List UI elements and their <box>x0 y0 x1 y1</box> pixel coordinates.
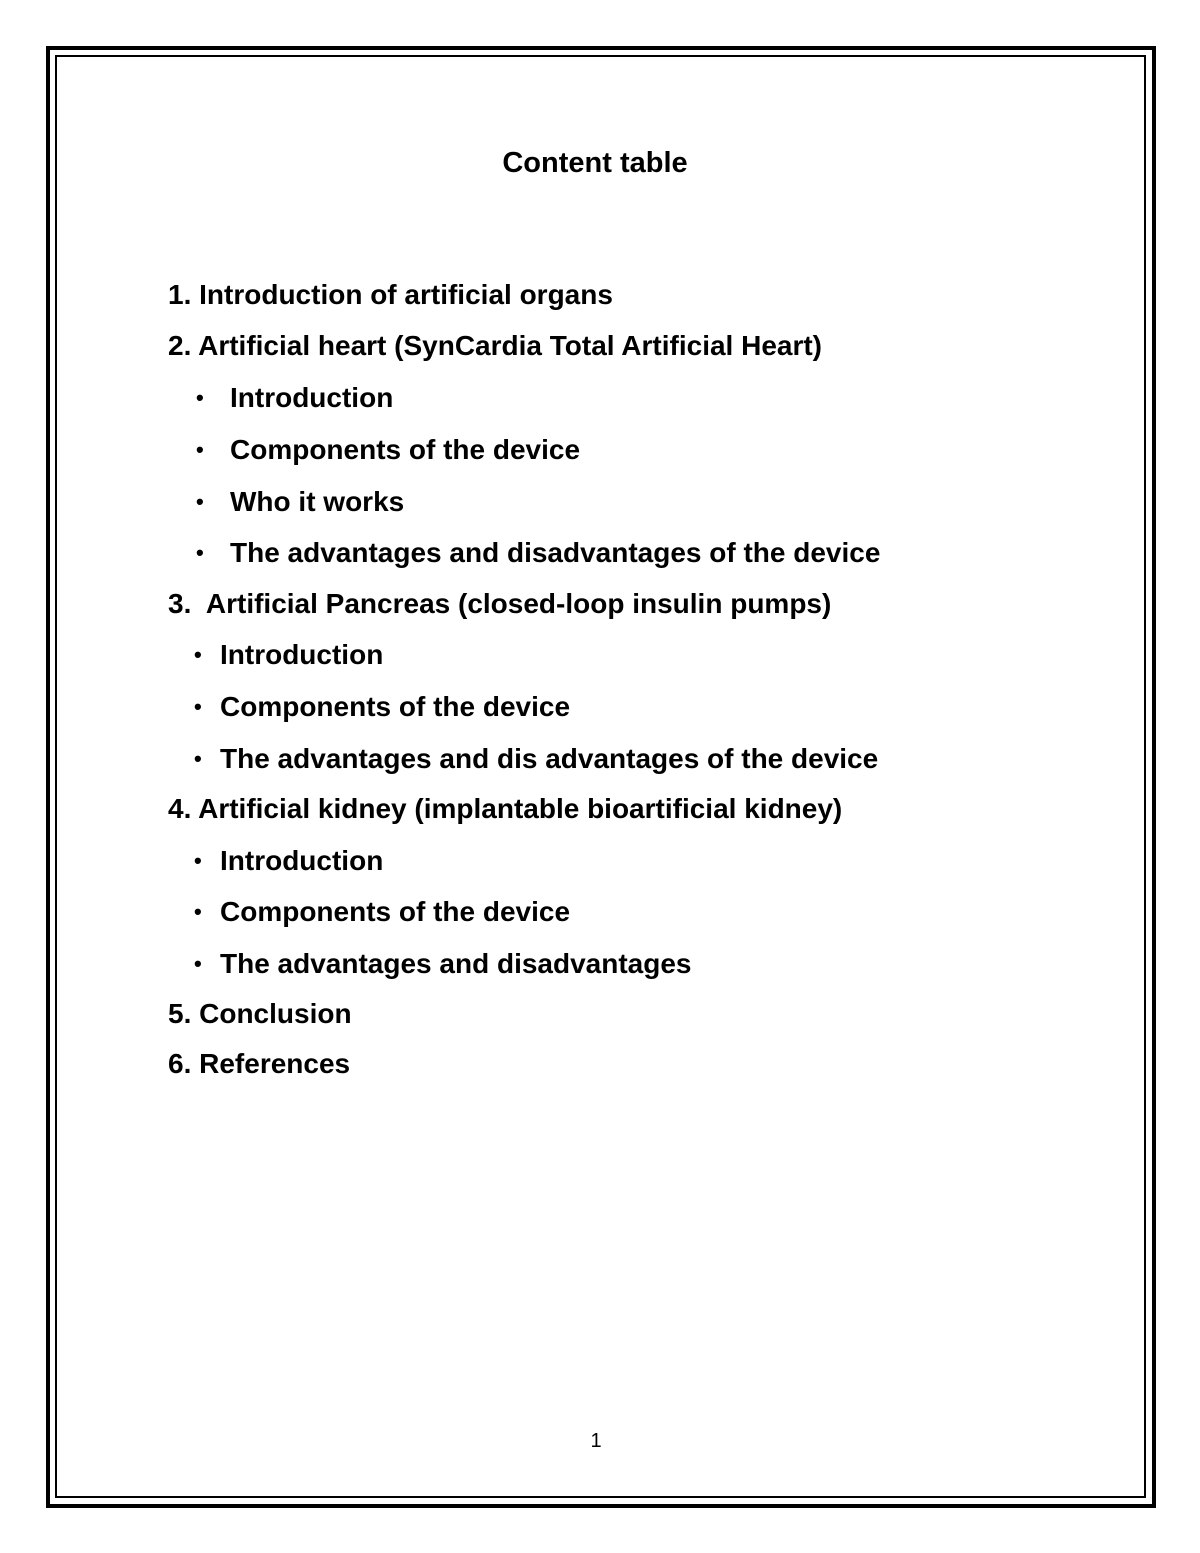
toc-subitem-text: The advantages and disadvantages of the device <box>230 537 881 568</box>
toc-subitem-text: Components of the device <box>230 434 581 465</box>
toc-subitem-text: Introduction <box>220 639 384 670</box>
toc-subitem <box>196 535 880 571</box>
bullet-icon: • <box>194 642 202 667</box>
bullet-icon: • <box>194 746 202 771</box>
bullet-icon: • <box>196 385 204 410</box>
toc-item-1-text: 1. Introduction of artificial organs <box>168 279 613 310</box>
toc-subitem <box>194 689 570 725</box>
bullet-icon: • <box>194 899 202 924</box>
bullet-icon: • <box>196 489 204 514</box>
toc-item-5 <box>168 996 352 1032</box>
bullet-icon: • <box>196 437 204 462</box>
toc-item-5-text: 5. Conclusion <box>168 998 352 1029</box>
bullet-icon: • <box>194 694 202 719</box>
page-title: Content table <box>502 147 688 179</box>
toc-subitem-text: Introduction <box>230 382 394 413</box>
bullet-icon: • <box>194 848 202 873</box>
toc-subitem <box>194 894 570 930</box>
toc-subitem <box>194 946 692 982</box>
toc-subitem-text: The advantages and disadvantages <box>220 948 692 979</box>
toc-subitem <box>194 741 878 777</box>
toc-item-4 <box>168 791 842 827</box>
toc-subitem <box>196 432 580 468</box>
toc-item-1 <box>168 277 613 313</box>
toc-subitem-text: Introduction <box>220 845 384 876</box>
toc-item-3-text: 3. Artificial Pancreas (closed-loop insulin pumps) <box>168 588 832 619</box>
toc-item-6 <box>168 1046 350 1082</box>
toc-item-3 <box>168 586 831 622</box>
bullet-icon: • <box>194 951 202 976</box>
toc-subitem <box>194 843 383 879</box>
toc-subitem-text: Who it works <box>230 486 405 517</box>
toc-subitem-text: Components of the device <box>220 896 571 927</box>
toc-subitem <box>196 484 404 520</box>
toc-item-2 <box>168 328 822 364</box>
toc-subitem-text: The advantages and dis advantages of the device <box>220 743 879 774</box>
toc-subitem <box>194 637 383 673</box>
toc-item-6-text: 6. References <box>168 1048 351 1079</box>
toc-subitem-text: Components of the device <box>220 691 571 722</box>
toc-item-4-text: 4. Artificial kidney (implantable bioartificial kidney) <box>168 793 843 824</box>
bullet-icon: • <box>196 540 204 565</box>
toc-item-2-text: 2. Artificial heart (SynCardia Total Artificial Heart) <box>168 330 823 361</box>
toc-subitem <box>196 380 393 416</box>
page-number: 1 <box>590 1430 602 1452</box>
